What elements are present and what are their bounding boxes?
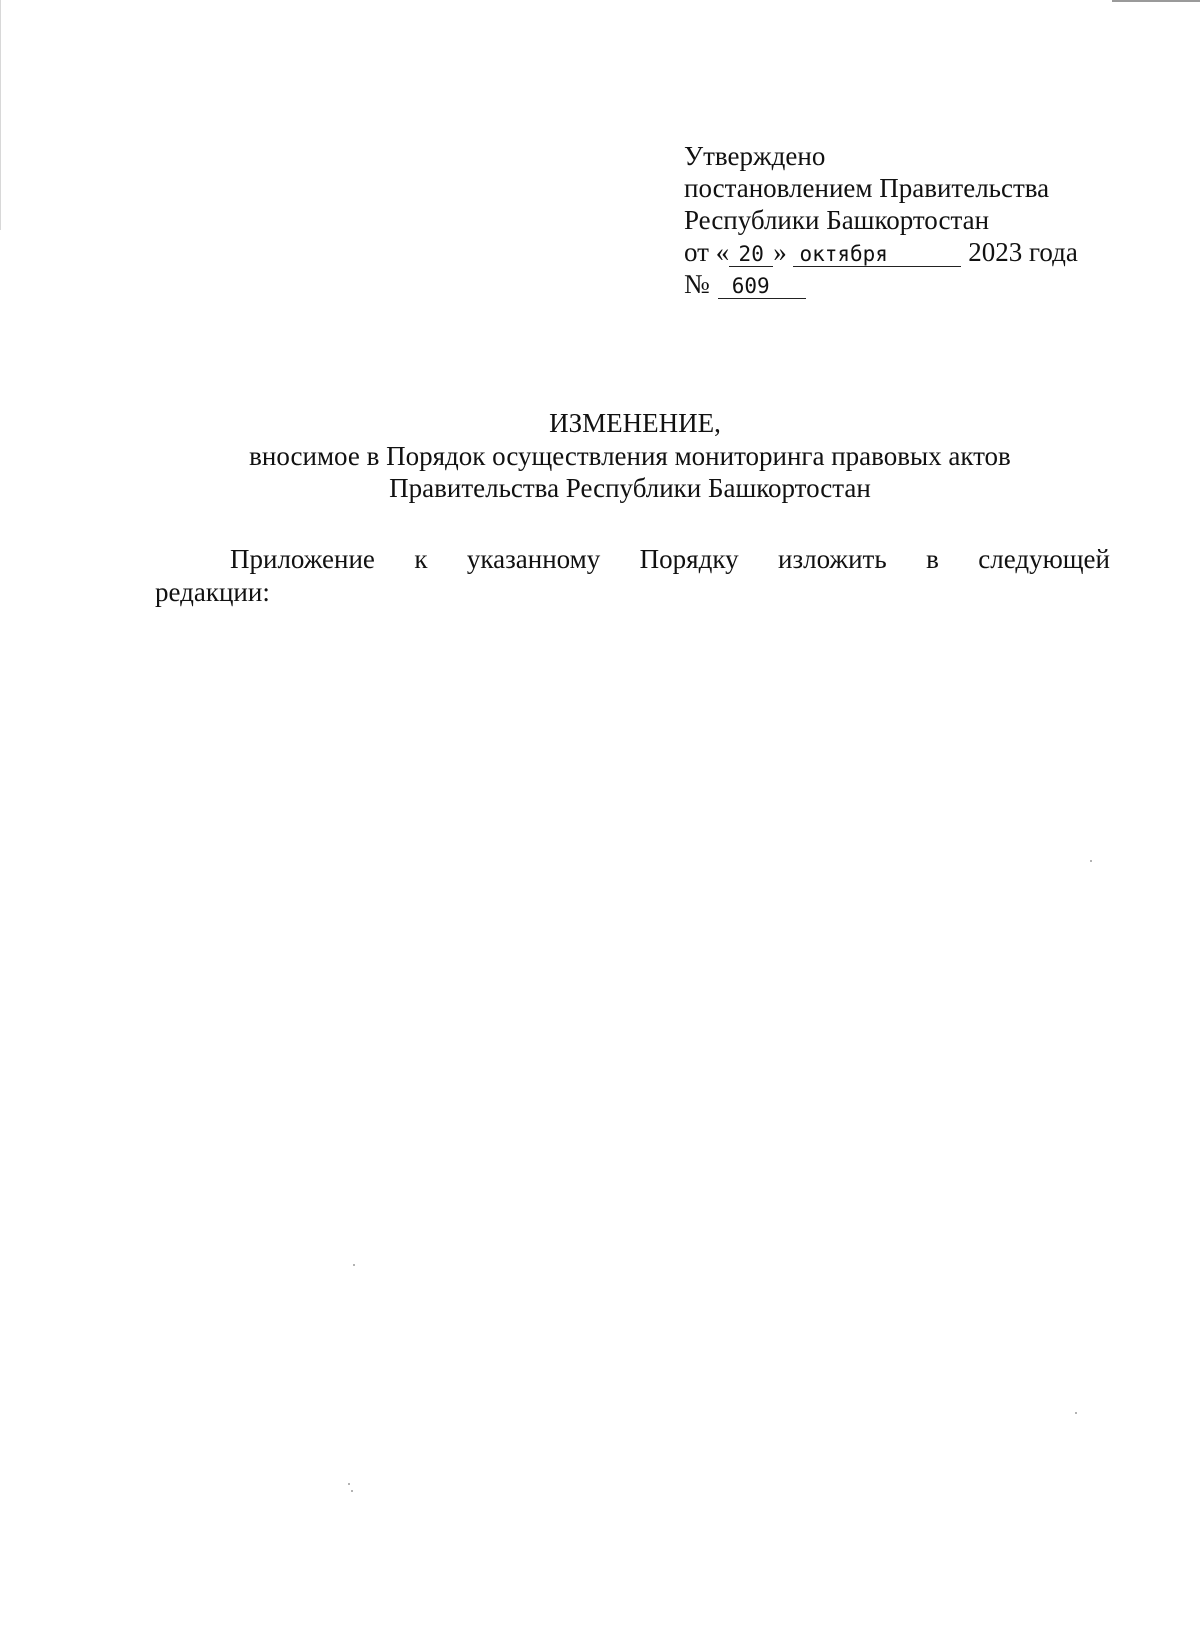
scan-speck [353,1264,355,1266]
document-heading: ИЗМЕНЕНИЕ, [549,408,721,438]
scan-speck [1075,1412,1077,1414]
date-day: 20 [729,242,773,267]
date-quote-close: » [773,237,787,267]
date-month: октября [793,242,961,267]
date-prefix: от « [684,237,730,267]
scan-speck [351,1490,353,1492]
approval-stamp-block [684,140,1078,300]
approval-line-republic: Республики Башкортостан [684,205,990,235]
subtitle-line-2: Правительства Республики Башкортостан [389,473,871,503]
approval-line-resolution: постановлением Правительства [684,173,1050,203]
approval-number-line [684,268,1078,300]
date-year: 2023 года [968,237,1078,267]
scan-speck [1090,860,1092,862]
scan-edge-line [1112,0,1200,2]
document-number: 609 [718,274,806,299]
number-sign: № [684,269,710,299]
body-paragraph: Приложение к указанному Порядку изложить в следующей редакции: [155,544,1110,607]
subtitle-line-1: вносимое в Порядок осуществления мониторинга правовых актов [249,441,1011,471]
document-subtitle [150,440,1110,504]
scan-speck [348,1483,350,1485]
approval-date-line [684,236,1078,268]
approval-line-approved: Утверждено [684,141,826,171]
scan-edge-line-left [0,0,1,230]
